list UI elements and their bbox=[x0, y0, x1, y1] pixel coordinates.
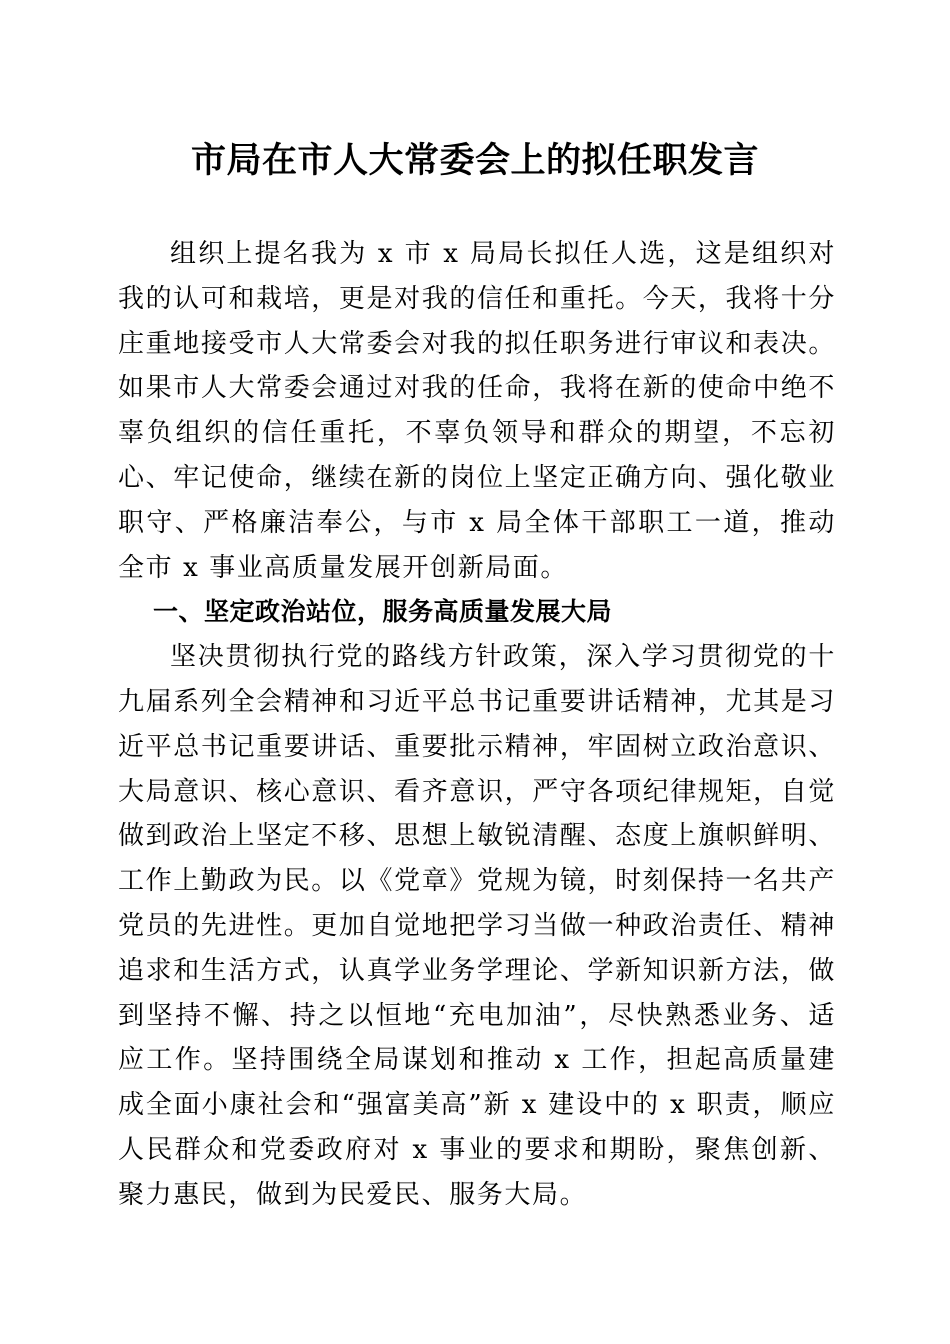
section-paragraph: 坚决贯彻执行党的路线方针政策，深入学习贯彻党的十九届系列全会精神和习近平总书记重要讲话精神，尤其是习近平总书记重要讲话、重要批示精神，牢固树立政治意识、大局意识、核心意识、看齐意识，严守各项纪律规矩，自觉做到政治上坚定不移、思想上敏锐清醒、态度上旗帜鲜明、工作上勤政为民。以《党章》党规为镜，时刻保持一名共产党员的先进性。更加自觉地把学习当做一种政治责任、精神追求和生活方式，认真学业务学理论、学新知识新方法，做到坚持不懈、持之以恒地“充电加油”，尽快熟悉业务、适应工作。坚持围绕全局谋划和推动 x 工作，担起高质量建成全面小康社会和“强富美高”新 x 建设中的 x 职责，顺应人民群众和党委政府对 x 事业的要求和期盼，聚焦创新、聚力惠民，做到为民爱民、服务大局。 bbox=[118, 642, 836, 1210]
section-heading: 一、坚定政治站位，服务高质量发展大局 bbox=[153, 597, 613, 627]
intro-paragraph: 组织上提名我为 x 市 x 局局长拟任人选，这是组织对我的认可和栽培，更是对我的信任和重托。今天，我将十分庄重地接受市人大常委会对我的拟任职务进行审议和表决。如果市人大常委会通过对我的任命，我将在新的使命中绝不辜负组织的信任重托，不辜负领导和群众的期望，不忘初心、牢记使命，继续在新的岗位上坚定正确方向、强化敬业职守、严格廉洁奉公，与市 x 局全体干部职工一道，推动全市 x 事业高质量发展开创新局面。 bbox=[118, 239, 836, 583]
document-body bbox=[118, 232, 836, 1218]
document-title: 市局在市人大常委会上的拟任职发言 bbox=[190, 140, 759, 181]
